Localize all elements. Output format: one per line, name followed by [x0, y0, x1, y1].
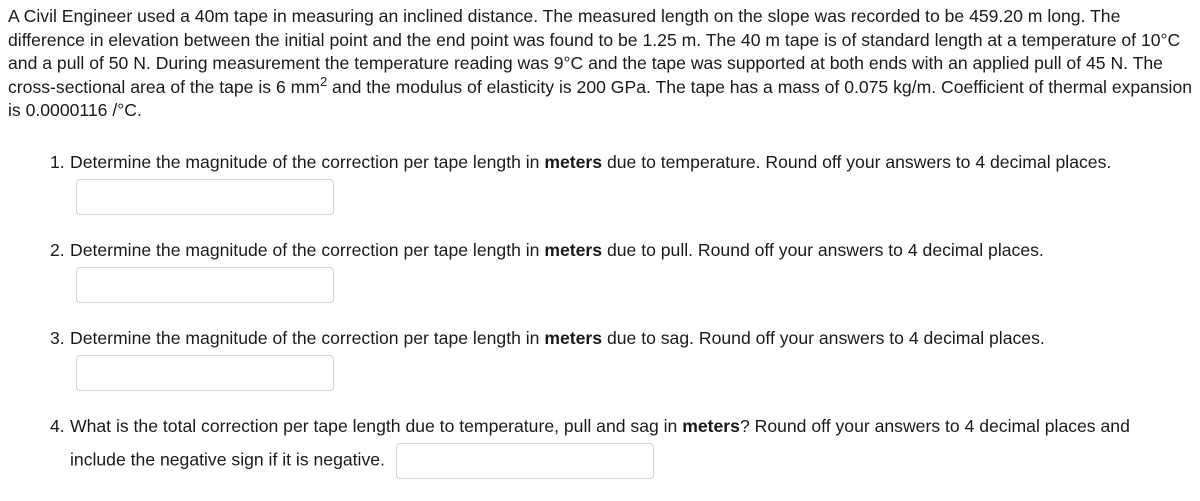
answer-input-4[interactable]: [396, 443, 654, 479]
question-text: Determine the magnitude of the correction per tape length in: [70, 240, 545, 260]
answer-input-2[interactable]: [76, 267, 334, 303]
question-text: Determine the magnitude of the correction per tape length in: [70, 328, 545, 348]
problem-text-end: and the modulus of elasticity is 200 GPa. The tape has a mass of 0.075 kg/m. Coefficient of thermal expansion is 0.0000116 /°C.: [8, 76, 1193, 120]
question-unit-emphasis: meters: [544, 240, 603, 260]
question-text-end: due to pull. Round off your answers to 4 decimal places.: [602, 240, 1044, 260]
question-list: [50, 146, 1170, 479]
answer-input-1[interactable]: [76, 179, 334, 215]
question-text-end: due to temperature. Round off your answers to 4 decimal places.: [602, 152, 1112, 172]
problem-statement: [8, 5, 1196, 123]
question-number: 2.: [50, 240, 65, 260]
question-unit-emphasis: meters: [682, 416, 740, 436]
problem-superscript: 2: [319, 73, 328, 89]
question-2: [50, 234, 1170, 303]
question-text: What is the total correction per tape length due to temperature, pull and sag in: [70, 416, 683, 436]
question-number: 4.: [50, 416, 65, 436]
question-1: [50, 146, 1170, 215]
question-text-end: ? Round off your answers to 4 decimal places and include the negative sign if it is negative.: [70, 416, 1130, 470]
question-number: 1.: [50, 152, 65, 172]
problem-text-main: A Civil Engineer used a 40m tape in measuring an inclined distance. The measured length on the slope was recorded to be 459.20 m long. The difference in elevation between the initial point and the end point was found to be 1.25 m. The 40 m tape is of standard length at a temperature of 10°C and a pull of 50 N. During measurement the temperature reading was 9°C and the tape was supported at both ends with an applied pull of 45 N. The cross-sectional area of the tape is 6 mm: [8, 6, 1181, 97]
answer-input-3[interactable]: [76, 355, 334, 391]
question-number: 3.: [50, 328, 65, 348]
question-unit-emphasis: meters: [544, 152, 603, 172]
question-text: Determine the magnitude of the correction per tape length in: [70, 152, 545, 172]
question-text-end: due to sag. Round off your answers to 4 decimal places.: [602, 328, 1045, 348]
question-unit-emphasis: meters: [544, 328, 603, 348]
question-4: [50, 410, 1170, 479]
question-3: [50, 322, 1170, 391]
